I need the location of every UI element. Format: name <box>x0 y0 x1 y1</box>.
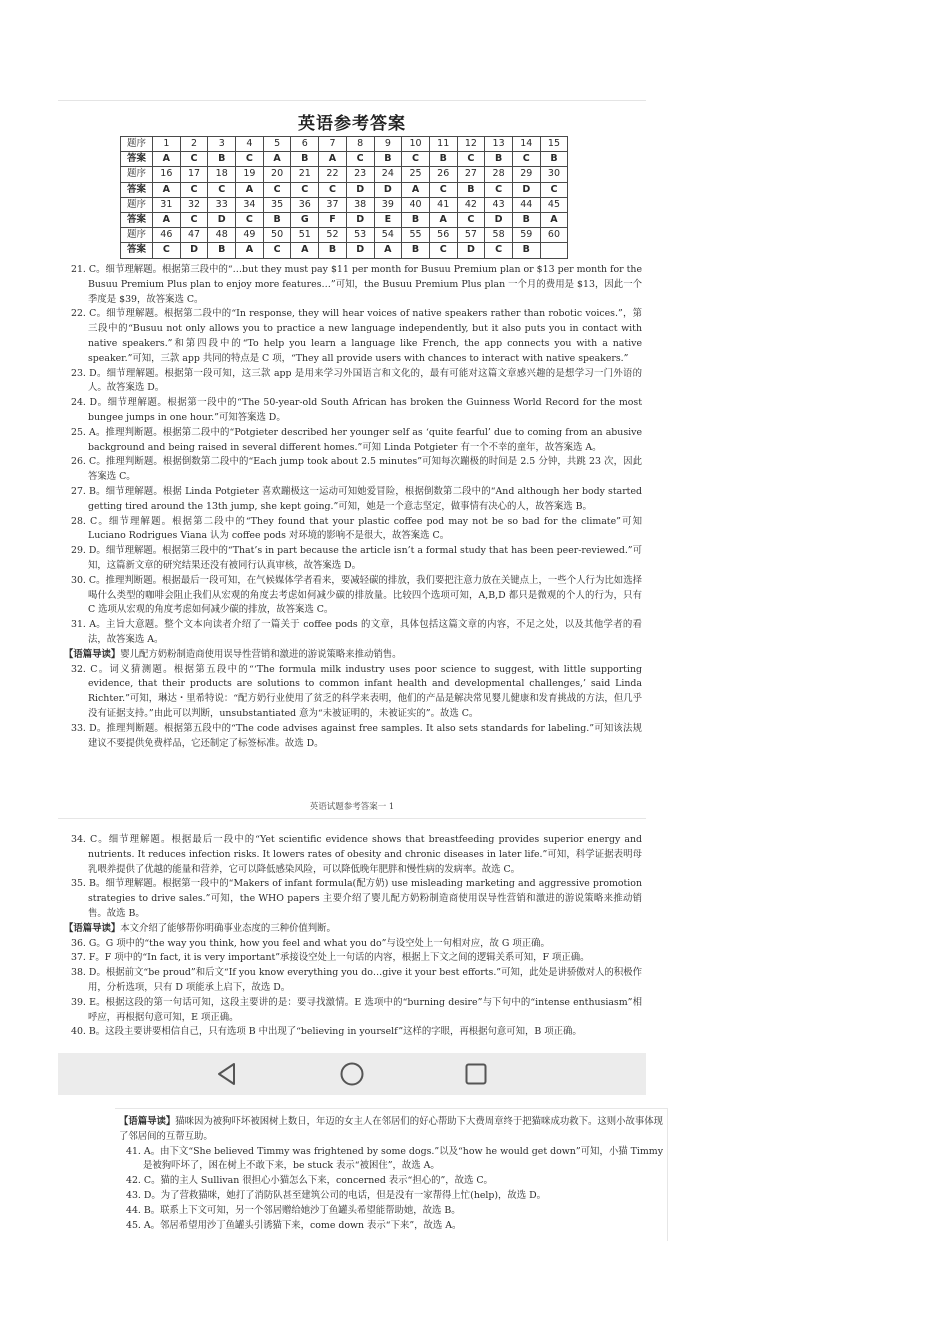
table-row-questions <box>121 228 568 243</box>
question-number-cell: 60 <box>540 228 568 243</box>
question-number-cell: 8 <box>346 137 374 152</box>
answer-cell: C <box>291 182 319 197</box>
question-number-cell: 16 <box>153 167 181 182</box>
question-number-cell: 54 <box>374 228 402 243</box>
answer-explanation: 21. C。细节理解题。根据第三段中的“…but they must pay $11 per month for Busuu Premium plan or $13 per month for the Busuu Premium Plus plan to enjoy more features…”可知，the Busuu Premium Plus plan 一个月的费用是 $13，因此一个季度是 $39，故答案选 C。 <box>71 264 642 305</box>
answer-cell: A <box>236 182 264 197</box>
question-number-cell: 57 <box>457 228 485 243</box>
answer-explanation: 33. D。推理判断题。根据第五段中的“The code advises against free samples. It also sets standards for labeling.”可知该法规建议不要提供免费样品，它还制定了标签标准。故选 D。 <box>71 722 642 749</box>
guide-tag: 【语篇导读】 <box>64 922 121 934</box>
answer-explanation: 37. F。F 项中的“In fact, it is very important”承接设空处上一句话的内容，根据上下文之间的逻辑关系可知，F 项正确。 <box>71 952 590 964</box>
answer-cell: A <box>402 182 430 197</box>
answer-cell: B <box>485 152 513 167</box>
recent-square-icon[interactable] <box>463 1061 489 1087</box>
answer-cell: C <box>180 212 208 227</box>
answer-cell: A <box>319 152 347 167</box>
question-number-cell: 37 <box>319 197 347 212</box>
answer-cell: A <box>291 243 319 258</box>
answer-cell: B <box>512 243 540 258</box>
answer-explanation: 27. B。细节理解题。根据 Linda Potgieter 喜欢蹦极这一运动可知她爱冒险，根据倒数第二段中的“And although her body started getting tired around the 13th jump, she kept going.”可知，她是一个意志坚定，做事情有决心的人，故答案选 B。 <box>71 485 642 512</box>
answer-explanation: 43. D。为了营救猫咪，她打了消防队甚至建筑公司的电话，但是没有一家帮得上忙(help)，故选 D。 <box>126 1189 547 1201</box>
explanations-part-2 <box>64 833 642 1040</box>
answer-cell: D <box>180 243 208 258</box>
answer-explanation: 22. C。细节理解题。根据第二段中的“In response, they will hear voices of native speakers rather than robotic voices.”，第三段中的“Busuu not only allows you to practice a new language independently, but it also puts you in contact with native speakers.”和第四段中的“To help you learn a language like French, the app connects you with a native speaker.”可知，三款 app 共同的特点是 C 项，“They all provide users with chances to interact with native speakers.” <box>71 308 642 364</box>
android-nav-bar <box>58 1053 646 1095</box>
question-number-cell: 38 <box>346 197 374 212</box>
question-number-cell: 5 <box>263 137 291 152</box>
question-number-cell: 55 <box>402 228 430 243</box>
answer-cell: C <box>429 182 457 197</box>
answer-cell: D <box>457 243 485 258</box>
answer-explanation: 25. A。推理判断题。根据第二段中的“Potgieter described her younger self as ‘quite fearful’ due to coming from an abusive background and being raised in several different homes.”可知 Linda Potgieter 有一个不幸的童年，故答案选 A。 <box>71 426 642 453</box>
answer-explanation: 42. C。猫的主人 Sullivan 很担心小猫怎么下来，concerned 表示“担心的”，故选 C。 <box>126 1175 493 1187</box>
answer-table <box>120 136 568 259</box>
explanations-part-3 <box>119 1115 663 1233</box>
guide-text: 猫咪因为被狗吓坏被困树上数日，年迈的女主人在邻居们的好心帮助下大费周章终于把猫咪成功救下。这则小故事体现了邻居间的互帮互助。 <box>119 1116 663 1142</box>
question-number-cell: 20 <box>263 167 291 182</box>
table-row-questions <box>121 167 568 182</box>
answer-cell: C <box>263 182 291 197</box>
table-row-questions <box>121 137 568 152</box>
answer-cell: C <box>485 182 513 197</box>
page-footer: 英语试题参考答案一 1 <box>309 802 395 812</box>
answer-page-2 <box>58 818 646 1059</box>
answer-cell: C <box>429 243 457 258</box>
table-row-answers <box>121 212 568 227</box>
row-header: 答案 <box>121 212 153 227</box>
guide-text: 本文介绍了能够帮你明确事业态度的三种价值判断。 <box>120 922 336 934</box>
answer-cell: A <box>263 152 291 167</box>
answer-cell: E <box>374 212 402 227</box>
answer-cell: D <box>346 212 374 227</box>
reading-guide <box>119 1115 663 1145</box>
answer-explanation: 24. D。细节理解题。根据第一段中的“The 50-year-old South African has broken the Guinness World Record for the most bungee jumps in one hour.”可知答案选 D。 <box>71 397 642 423</box>
answer-cell: C <box>457 212 485 227</box>
question-number-cell: 28 <box>485 167 513 182</box>
row-header: 题序 <box>121 228 153 243</box>
question-number-cell: 21 <box>291 167 319 182</box>
question-number-cell: 32 <box>180 197 208 212</box>
question-number-cell: 43 <box>485 197 513 212</box>
answer-cell <box>540 243 568 258</box>
answer-cell: C <box>208 182 236 197</box>
question-number-cell: 22 <box>319 167 347 182</box>
question-number-cell: 47 <box>180 228 208 243</box>
question-number-cell: 35 <box>263 197 291 212</box>
answer-cell: D <box>208 212 236 227</box>
question-number-cell: 15 <box>540 137 568 152</box>
question-number-cell: 18 <box>208 167 236 182</box>
row-header: 题序 <box>121 197 153 212</box>
answer-cell: D <box>485 212 513 227</box>
answer-cell: D <box>346 182 374 197</box>
home-circle-icon[interactable] <box>339 1061 365 1087</box>
question-number-cell: 9 <box>374 137 402 152</box>
answer-explanation: 28. C。细节理解题。根据第二段中的“They found that your plastic coffee pod may not be so bad for the climate”可知 Luciano Rodrigues Viana 认为 coffee pods 对环境的影响不是很大，故答案选 C。 <box>71 515 642 542</box>
question-number-cell: 1 <box>153 137 181 152</box>
question-number-cell: 11 <box>429 137 457 152</box>
question-number-cell: 13 <box>485 137 513 152</box>
question-number-cell: 46 <box>153 228 181 243</box>
answer-explanation: 32. C。词义猜测题。根据第五段中的“‘The formula milk industry uses poor science to suggest, with little supporting evidence, that their products are solutions to common infant health and developmental challenges,’ said Linda Richter.”可知，琳达・里希特说：“配方奶行业使用了贫乏的科学来表明，他们的产品是解决常见婴儿健康和发育挑战的方法，但几乎没有证据支持。”由此可以判断，unsubstantiated 意为“未被证明的，未被证实的”。故选 C。 <box>71 663 642 719</box>
answer-cell: B <box>457 182 485 197</box>
question-number-cell: 56 <box>429 228 457 243</box>
question-number-cell: 59 <box>512 228 540 243</box>
question-number-cell: 6 <box>291 137 319 152</box>
question-number-cell: 14 <box>512 137 540 152</box>
answer-explanation: 29. D。细节理解题。根据第三段中的“That’s in part because the article isn’t a formal study that has been peer-reviewed.”可知，这篇新文章的研究结果还没有被同行认真审核，故答案选 D。 <box>71 545 642 571</box>
answer-explanation: 41. A。由下文“She believed Timmy was frightened by some dogs.”以及“how he would get down”可知，小猫 Timmy 是被狗吓坏了，困在树上不敢下来，be stuck 表示“被困住”，故选 A。 <box>126 1145 663 1172</box>
table-row-answers <box>121 152 568 167</box>
row-header: 答案 <box>121 243 153 258</box>
answer-explanation: 40. B。这段主要讲要相信自己，只有选项 B 中出现了“believing in yourself”这样的字眼，再根据句意可知，B 项正确。 <box>71 1026 582 1038</box>
answer-cell: C <box>236 212 264 227</box>
page-title: 英语参考答案 <box>298 114 406 134</box>
answer-explanation: 31. A。主旨大意题。整个文本向读者介绍了一篇关于 coffee pods 的文章，具体包括这篇文章的内容，不足之处，以及其他学者的看法，故答案选 A。 <box>71 619 642 645</box>
answer-cell: C <box>263 243 291 258</box>
answer-cell: B <box>291 152 319 167</box>
question-number-cell: 24 <box>374 167 402 182</box>
answer-cell: A <box>236 243 264 258</box>
answer-explanation: 39. E。根据这段的第一句话可知，这段主要讲的是：要寻找激情。E 选项中的“burning desire”与下句中的“intense enthusiasm”相呼应，再根据句意可知，E 项正确。 <box>71 996 642 1023</box>
reading-guide <box>64 648 642 663</box>
question-number-cell: 40 <box>402 197 430 212</box>
answer-cell: C <box>180 182 208 197</box>
answer-cell: B <box>263 212 291 227</box>
question-number-cell: 30 <box>540 167 568 182</box>
question-number-cell: 49 <box>236 228 264 243</box>
answer-cell: C <box>485 243 513 258</box>
question-number-cell: 3 <box>208 137 236 152</box>
answer-cell: A <box>540 212 568 227</box>
question-number-cell: 41 <box>429 197 457 212</box>
question-number-cell: 50 <box>263 228 291 243</box>
answer-cell: C <box>512 152 540 167</box>
answer-cell: C <box>319 182 347 197</box>
answer-cell: B <box>540 152 568 167</box>
answer-cell: C <box>153 243 181 258</box>
row-header: 答案 <box>121 182 153 197</box>
question-number-cell: 58 <box>485 228 513 243</box>
question-number-cell: 52 <box>319 228 347 243</box>
table-row-answers <box>121 243 568 258</box>
answer-cell: A <box>374 243 402 258</box>
guide-tag: 【语篇导读】 <box>64 648 121 660</box>
answer-cell: C <box>402 152 430 167</box>
answer-cell: A <box>153 152 181 167</box>
question-number-cell: 34 <box>236 197 264 212</box>
answer-explanation: 26. C。推理判断题。根据倒数第二段中的“Each jump took about 2.5 minutes”可知每次蹦极的时间是 2.5 分钟，共跳 23 次，因此答案选 C。 <box>71 456 642 483</box>
answer-explanation: 36. G。G 项中的“the way you think, how you feel and what you do”与设空处上一句相对应，故 G 项正确。 <box>71 937 550 949</box>
answer-page-3 <box>115 1108 668 1241</box>
answer-cell: C <box>457 152 485 167</box>
answer-cell: B <box>208 243 236 258</box>
row-header: 题序 <box>121 137 153 152</box>
answer-cell: B <box>208 152 236 167</box>
answer-cell: C <box>346 152 374 167</box>
question-number-cell: 2 <box>180 137 208 152</box>
answer-cell: F <box>319 212 347 227</box>
answer-cell: C <box>236 152 264 167</box>
question-number-cell: 39 <box>374 197 402 212</box>
back-triangle-icon[interactable] <box>214 1061 240 1087</box>
question-number-cell: 12 <box>457 137 485 152</box>
answer-cell: B <box>512 212 540 227</box>
answer-explanation: 44. B。联系上下文可知，另一个邻居赠给她沙丁鱼罐头希望能帮助她，故选 B。 <box>126 1204 461 1216</box>
answer-page-1 <box>58 100 646 819</box>
question-number-cell: 25 <box>402 167 430 182</box>
answer-cell: B <box>429 152 457 167</box>
answer-cell: A <box>153 212 181 227</box>
answer-cell: D <box>346 243 374 258</box>
question-number-cell: 27 <box>457 167 485 182</box>
question-number-cell: 45 <box>540 197 568 212</box>
question-number-cell: 42 <box>457 197 485 212</box>
answer-explanation: 30. C。推理判断题。根据最后一段可知，在气候媒体学者看来，要减轻碳的排放，我们要把注意力放在关键点上，一些个人行为比如选择喝什么类型的咖啡会阻止我们从宏观的角度去考虑如何减少碳的排放量。比较四个选项可知，A,B,D 都只是微观的个人的行为，只有 C 选项从宏观的角度考虑如何减少碳的排放，故答案选 C。 <box>71 574 642 616</box>
question-number-cell: 53 <box>346 228 374 243</box>
question-number-cell: 26 <box>429 167 457 182</box>
answer-explanation: 23. D。细节理解题。根据第一段可知，这三款 app 是用来学习外国语言和文化的，最有可能对这篇文章感兴趣的是想学习一门外语的人。故答案选 D。 <box>71 367 642 394</box>
question-number-cell: 10 <box>402 137 430 152</box>
question-number-cell: 48 <box>208 228 236 243</box>
answer-cell: B <box>319 243 347 258</box>
question-number-cell: 4 <box>236 137 264 152</box>
question-number-cell: 7 <box>319 137 347 152</box>
question-number-cell: 31 <box>153 197 181 212</box>
reading-guide <box>64 922 642 937</box>
answer-cell: D <box>374 182 402 197</box>
answer-explanation: 38. D。根据前文“be proud”和后文“If you know everything you do…give it your best efforts.”可知，此处是讲骄傲对人的积极作用，分析选项，只有 D 项能承上启下，故选 D。 <box>71 967 642 993</box>
answer-cell: A <box>429 212 457 227</box>
explanations-part-1 <box>64 263 642 751</box>
question-number-cell: 17 <box>180 167 208 182</box>
answer-cell: B <box>402 243 430 258</box>
guide-text: 婴儿配方奶粉制造商使用误导性营销和激进的游说策略来推动销售。 <box>120 648 402 660</box>
answer-cell: B <box>374 152 402 167</box>
question-number-cell: 51 <box>291 228 319 243</box>
question-number-cell: 33 <box>208 197 236 212</box>
answer-cell: B <box>402 212 430 227</box>
answer-cell: C <box>540 182 568 197</box>
question-number-cell: 19 <box>236 167 264 182</box>
guide-tag: 【语篇导读】 <box>119 1116 176 1127</box>
answer-cell: A <box>153 182 181 197</box>
row-header: 题序 <box>121 167 153 182</box>
answer-cell: C <box>180 152 208 167</box>
question-number-cell: 36 <box>291 197 319 212</box>
question-number-cell: 23 <box>346 167 374 182</box>
table-row-questions <box>121 197 568 212</box>
table-row-answers <box>121 182 568 197</box>
row-header: 答案 <box>121 152 153 167</box>
answer-cell: D <box>512 182 540 197</box>
question-number-cell: 29 <box>512 167 540 182</box>
answer-explanation: 35. B。细节理解题。根据第一段中的“Makers of infant formula(配方奶) use misleading marketing and aggressive promotion strategies to drive sales.”可知，the WHO papers 主要介绍了婴儿配方奶粉制造商使用误导性营销和激进的游说策略来推动销售。故选 B。 <box>71 878 642 919</box>
answer-explanation: 34. C。细节理解题。根据最后一段中的“Yet scientific evidence shows that breastfeeding provides superior energy and nutrients. It reduces infection risks. It lowers rates of obesity and chronic diseases in later life.”可知，科学证据表明母乳喂养提供了优越的能量和营养，它可以降低感染风险，可以降低晚年肥胖和慢性病的发病率。故选 C。 <box>71 834 642 875</box>
answer-cell: G <box>291 212 319 227</box>
question-number-cell: 44 <box>512 197 540 212</box>
answer-explanation: 45. A。邻居希望用沙丁鱼罐头引诱猫下来，come down 表示“下来”，故选 A。 <box>126 1219 462 1231</box>
